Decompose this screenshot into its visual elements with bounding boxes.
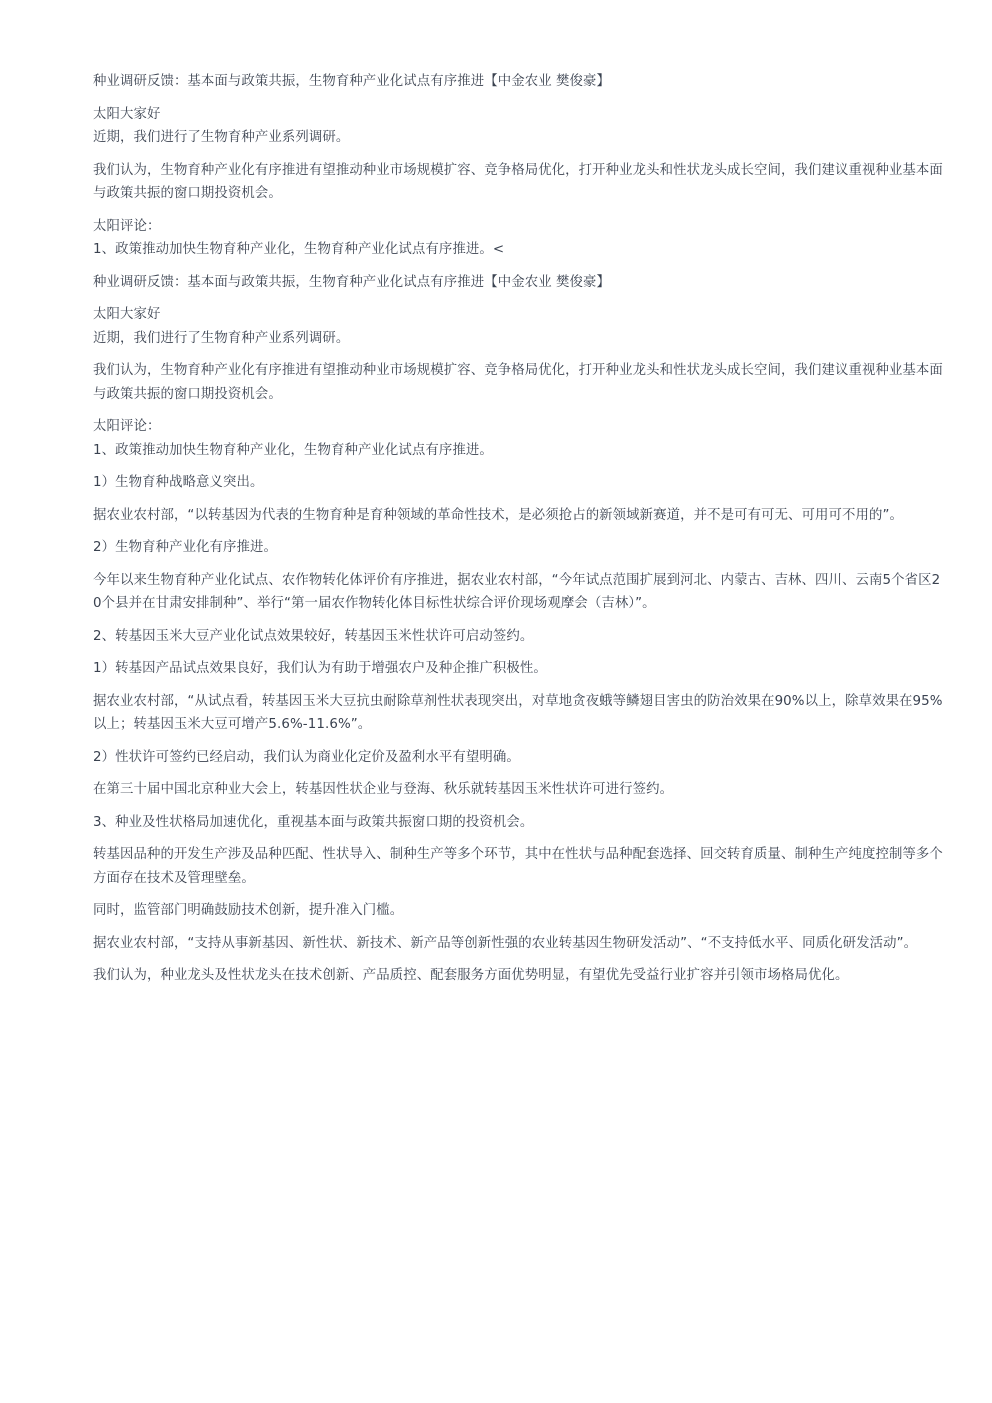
paragraph: 太阳大家好 — [93, 307, 161, 322]
paragraph: 1）生物育种战略意义突出。 — [93, 475, 264, 490]
paragraph: 种业调研反馈：基本面与政策共振，生物育种产业化试点有序推进【中金农业 樊俊豪】 — [93, 274, 610, 290]
paragraph: 据农业农村部，“从试点看，转基因玉米大豆抗虫耐除草剂性状表现突出，对草地贪夜蛾等鳞翅目害虫的防治效果在90%以上，除草效果在95%以上；转基因玉米大豆可增产5.6%-11.6%”。 — [93, 693, 943, 732]
paragraph: 3、种业及性状格局加速优化，重视基本面与政策共振窗口期的投资机会。 — [93, 814, 534, 830]
paragraph: 据农业农村部，“以转基因为代表的生物育种是育种领域的革命性技术，是必须抢占的新领域新赛道，并不是可有可无、可用可不用的”。 — [93, 507, 904, 523]
paragraph: 2、转基因玉米大豆产业化试点效果较好，转基因玉米性状许可启动签约。 — [93, 628, 534, 644]
paragraph: 我们认为，种业龙头及性状龙头在技术创新、产品质控、配套服务方面优势明显，有望优先受益行业扩容并引领市场格局优化。 — [93, 968, 849, 983]
paragraph: 同时，监管部门明确鼓励技术创新，提升准入门槛。 — [93, 903, 404, 918]
paragraph: 2）生物育种产业化有序推进。 — [93, 540, 277, 555]
paragraph: 我们认为，生物育种产业化有序推进有望推动种业市场规模扩容、竞争格局优化，打开种业龙头和性状龙头成长空间，我们建议重视种业基本面与政策共振的窗口期投资机会。 — [93, 162, 943, 201]
paragraph: 太阳评论： — [93, 218, 161, 234]
paragraph: 今年以来生物育种产业化试点、农作物转化体评价有序推进，据农业农村部，“今年试点范围扩展到河北、内蒙古、吉林、四川、云南5个省区20个县并在甘肃安排制种”、举行“第一届农作物转化体目标性状综合评价现场观摩会（吉林）”。 — [93, 572, 941, 611]
paragraph: 1、政策推动加快生物育种产业化，生物育种产业化试点有序推进。< — [93, 242, 505, 257]
paragraph: 太阳评论： — [93, 419, 161, 434]
document-body — [93, 70, 945, 997]
paragraph: 在第三十届中国北京种业大会上，转基因性状企业与登海、秋乐就转基因玉米性状许可进行签约。 — [93, 782, 674, 797]
paragraph: 2）性状许可签约已经启动，我们认为商业化定价及盈利水平有望明确。 — [93, 749, 520, 765]
paragraph: 近期，我们进行了生物育种产业系列调研。 — [93, 130, 350, 145]
paragraph: 转基因品种的开发生产涉及品种匹配、性状导入、制种生产等多个环节，其中在性状与品种配套选择、回交转育质量、制种生产纯度控制等多个方面存在技术及管理壁垒。 — [93, 847, 943, 886]
paragraph: 我们认为，生物育种产业化有序推进有望推动种业市场规模扩容、竞争格局优化，打开种业龙头和性状龙头成长空间，我们建议重视种业基本面与政策共振的窗口期投资机会。 — [93, 363, 943, 402]
paragraph: 据农业农村部，“支持从事新基因、新性状、新技术、新产品等创新性强的农业转基因生物研发活动”、“不支持低水平、同质化研发活动”。 — [93, 935, 918, 951]
paragraph: 近期，我们进行了生物育种产业系列调研。 — [93, 330, 350, 346]
paragraph: 太阳大家好 — [93, 106, 161, 122]
paragraph: 1）转基因产品试点效果良好，我们认为有助于增强农户及种企推广积极性。 — [93, 661, 547, 676]
paragraph: 1、政策推动加快生物育种产业化，生物育种产业化试点有序推进。 — [93, 442, 493, 458]
paragraph: 种业调研反馈：基本面与政策共振，生物育种产业化试点有序推进【中金农业 樊俊豪】 — [93, 74, 610, 89]
